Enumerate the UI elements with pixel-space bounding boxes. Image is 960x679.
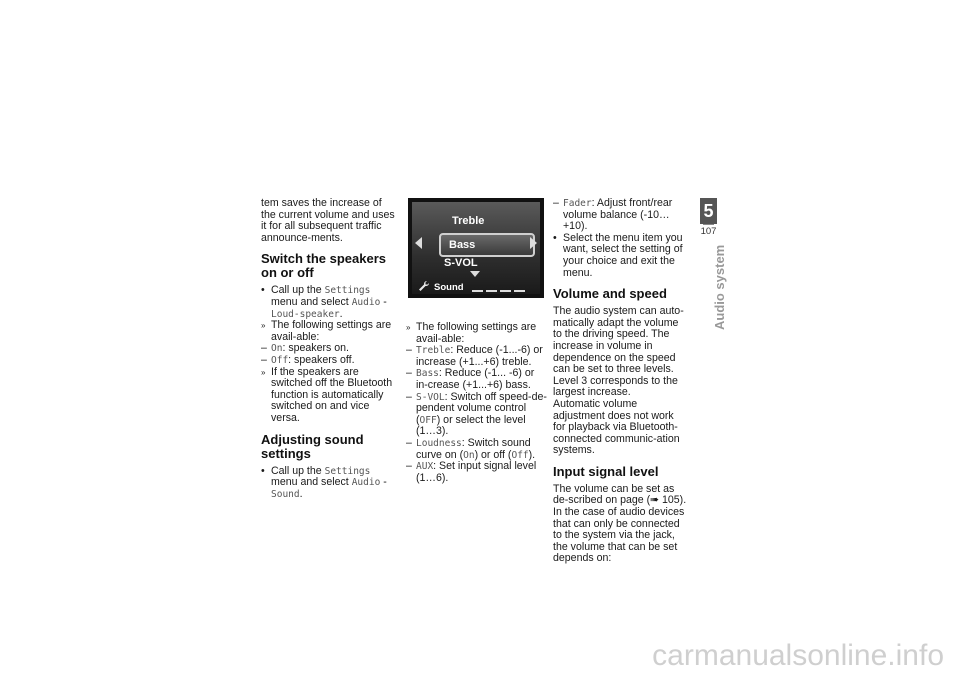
- paragraph-auto-volume: The audio system can auto-matically adapt the volume to the driving speed. The increase in volume in dependence on the speed can be set to three levels. Level 3 corresponds to the largest increase.: [553, 305, 684, 399]
- dash-item-svol: – S-VOL: Switch off speed-de-pendent volume control (OFF) or select the level (1…3).: [406, 390, 547, 438]
- chapter-number-badge: 5: [700, 198, 717, 224]
- level-dashes: [472, 290, 527, 292]
- dash-item-treble: – Treble: Reduce (-1...-6) or increase (+1...+6) treble.: [406, 344, 543, 368]
- dash-item-fader: – Fader: Adjust front/rear volume balance (-10…+10).: [553, 197, 673, 233]
- page-number: 107: [700, 226, 717, 237]
- heading-adjust-sound: Adjusting sound settings: [261, 431, 364, 461]
- result-arrow-icon: »: [406, 323, 411, 332]
- paragraph-input-reference: The volume can be set as de-scribed on page (➠ 105).: [553, 482, 687, 507]
- heading-switch-speakers: Switch the speakers on or off: [261, 251, 386, 281]
- menu-item-svol: S-VOL: [444, 257, 478, 269]
- column-3: [553, 198, 688, 565]
- display-screen: [412, 202, 540, 294]
- menu-item-bass-selected: Bass: [439, 233, 535, 257]
- heading-input-level: Input signal level: [553, 463, 659, 479]
- bullet-mark: •: [261, 284, 265, 297]
- menu-item-treble: Treble: [452, 215, 485, 227]
- dash-item-aux: – AUX: Set input signal level (1…6).: [406, 460, 537, 484]
- arrow-right-icon: [530, 237, 537, 249]
- watermark: carmanualsonline.info: [652, 639, 944, 672]
- dash-item-bass: – Bass: Reduce (-1... -6) or in-crease (+1...+6) bass.: [406, 367, 535, 391]
- result-arrow-icon: »: [261, 321, 266, 331]
- bullet-call-settings-loudspeaker: • Call up the Settings menu and select Audio - Loud-speaker.: [261, 284, 387, 320]
- column-1: [261, 198, 399, 500]
- chapter-title-vertical: Audio system: [712, 244, 727, 330]
- dash-item-off: – Off: speakers off.: [261, 353, 355, 366]
- arrow-down-icon: [470, 271, 480, 277]
- heading-volume-speed: Volume and speed: [553, 286, 667, 302]
- column-2: [406, 322, 548, 484]
- result-settings-available: » The following settings are avail-able:: [406, 321, 537, 345]
- result-bluetooth-switch: » If the speakers are switched off the Bluetooth function is automatically switched on and vice versa.: [261, 365, 393, 424]
- bullet-call-settings-sound: • Call up the Settings menu and select Audio - Sound.: [261, 464, 387, 500]
- display-screen-image: [408, 198, 544, 298]
- page-reference-arrow-icon[interactable]: ➠: [650, 494, 660, 507]
- result-settings-available: » The following settings are avail-able:: [261, 319, 392, 343]
- dash-item-on: – On: speakers on.: [261, 342, 349, 355]
- arrow-left-icon: [415, 237, 422, 249]
- paragraph-jack-devices: In the case of audio devices that can only be connected to the system via the jack, the volume that can be set depends on:: [553, 506, 685, 565]
- paragraph-bluetooth-note: Automatic volume adjustment does not work for playback via Bluetooth-connected communic-ation systems.: [553, 397, 680, 457]
- tab-divider: [703, 224, 714, 225]
- result-arrow-icon: »: [261, 367, 266, 377]
- menu-title-sound: Sound: [434, 282, 464, 293]
- bullet-mark: •: [261, 464, 265, 477]
- dash-item-loudness: – Loudness: Switch sound curve on (On) or off (Off).: [406, 436, 536, 461]
- bullet-select-menu-item: • Select the menu item you want, select the setting of your choice and exit the menu.: [553, 231, 683, 279]
- intro-text: tem saves the increase of the current volume and uses it for all subsequent traffic announce-ments.: [261, 197, 395, 244]
- bullet-mark: •: [553, 231, 557, 244]
- wrench-icon: [418, 280, 430, 292]
